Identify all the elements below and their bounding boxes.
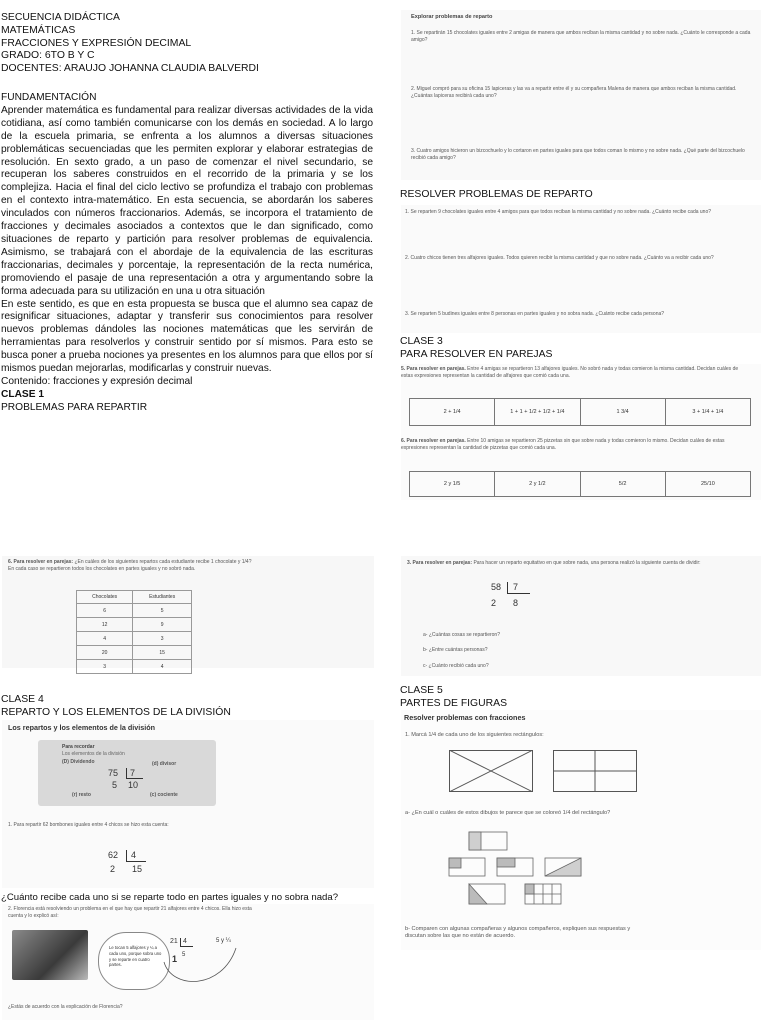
explorar-title: Explorar problemas de reparto [411, 14, 493, 20]
clase4-banner: Los repartos y los elementos de la división [8, 723, 155, 732]
item6-text: Entre 10 amigas se repartieron 25 pizzetas sin que sobre nada y todas comieron lo mismo. Decidan cuáles de estas expresiones representan la cantidad de pizzetas que comió cada una. [401, 438, 725, 451]
label-dividendo: (D) Dividendo [62, 759, 95, 765]
table-cell: 9 [133, 618, 192, 632]
option-cell: 2 y 1/2 [495, 472, 580, 496]
cuenta-divisor: 7 [507, 582, 530, 594]
table-problem-label: 6. Para resolver en parejas: [8, 559, 74, 565]
table-row [77, 604, 192, 618]
table-cell: 15 [133, 646, 192, 660]
table-cell: 12 [77, 618, 133, 632]
table-cell: 6 [77, 604, 133, 618]
florencia-question: ¿Estás de acuerdo con la explicación de Florencia? [8, 1004, 123, 1010]
problem1-quotient: 15 [132, 864, 143, 874]
problem1-dividend: 62 [108, 850, 119, 860]
clase5-title: CLASE 5 [400, 685, 443, 696]
cuenta-label: 3. Para resolver en parejas: [407, 560, 473, 566]
figure-parts-image [401, 710, 761, 950]
reminder-subtitle: Los elementos de la división [62, 751, 125, 757]
item5-text: Entre 4 amigas se repartieron 13 alfajores iguales. No sobró nada y todas comieron la misma cantidad. Decidan cuáles de estas expresiones representan la cantidad de alfajores que comió cada una. [401, 366, 739, 379]
resolver-item: 3. Se reparten 5 budines iguales entre 8 personas en partes iguales y no sobra nada. ¿Cuánto recibe cada persona? [405, 311, 665, 317]
table-row [77, 618, 192, 632]
cuenta-question: a- ¿Cuántas cosas se repartieron? [423, 632, 500, 638]
table-row [77, 646, 192, 660]
clase5-subtitle: PARTES DE FIGURAS [400, 697, 508, 709]
resolver-problems-image [401, 205, 761, 333]
clase5-item-a: a- ¿En cuál o cuáles de estos dibujos te parece que se coloreó 1/4 del rectángulo? [405, 810, 611, 816]
resolver-item: 2. Cuatro chicos tienen tres alfajores iguales. Todos quieren recibir la misma cantidad y que no sobre nada. ¿Cuánto va a recibir cada uno? [405, 255, 714, 261]
rectangle-quarters [553, 750, 637, 792]
table-row [77, 660, 192, 674]
clase3-heading [400, 336, 552, 362]
option-cell: 1 3/4 [581, 399, 666, 425]
header-line: DOCENTES: ARAUJO JOHANNA CLAUDIA BALVERDI [1, 63, 259, 75]
problem1-divisor: 4 [126, 850, 146, 862]
label-divisor: (d) divisor [152, 761, 177, 767]
reminder-rest: 5 [112, 780, 118, 790]
reminder-divisor: 7 [126, 768, 143, 779]
reminder-quotient: 10 [128, 780, 139, 790]
florencia-rest: 1 [172, 954, 178, 964]
reminder-title: Para recordar [62, 744, 95, 750]
chocolates-table [76, 590, 192, 674]
rectangle-diagonals [449, 750, 533, 792]
contenido-line: Contenido: fracciones y expresión decimal [1, 375, 193, 387]
resolver-title: RESOLVER PROBLEMAS DE REPARTO [400, 189, 593, 200]
clase4-problem1: 1. Para repartir 62 bombones iguales entre 4 chicos se hizo esta cuenta: [8, 822, 169, 828]
fundamentacion-paragraph-2: En este sentido, es que en esta propuesta se busca que el alumno sea capaz de resignificar situaciones, adaptar y transferir sus conocimientos para resolver nuevos problemas dándoles las nociones matemáticas que les servirán de herramientas para resolverlos y construir sentido por sí mismos. Para esto se busca poner a prueba nociones ya presentes en los alumnos para que ellos por sí mismos puedan mejorarlas, modificarlas y construir nuevas. [1, 298, 373, 375]
clase4-title: CLASE 4 [1, 694, 44, 705]
clase5-item1: 1. Marcá 1/4 de cada uno de los siguientes rectángulos: [405, 732, 544, 738]
reminder-box [38, 740, 216, 806]
header-line: MATEMÁTICAS [1, 24, 76, 36]
florencia-problem-image [2, 904, 374, 1020]
option-cell: 5/2 [581, 472, 666, 496]
speech-bubble [98, 932, 170, 990]
florencia-problem-text: 2. Florencia está resolviendo un problema en el que hay que repartir 21 alfajores entre 4 chicos. Ella hizo esta cuenta y lo explicó así: [8, 906, 252, 919]
header-line: FRACCIONES Y EXPRESIÓN DECIMAL [1, 37, 192, 49]
document-header [1, 12, 373, 76]
clase3-subtitle: PARA RESOLVER EN PAREJAS [400, 348, 553, 360]
clase1-subtitle: PROBLEMAS PARA REPARTIR [1, 401, 148, 413]
item5-label: 5. Para resolver en parejas. [401, 366, 466, 372]
florencia-quotient: 5 [182, 952, 186, 958]
florencia-dividend: 21 [170, 938, 178, 945]
fundamentacion-paragraph-1: Aprender matemática es fundamental para realizar diversas actividades de la vida cotidiana, así como también comunicarse con los demás en sociedad. A lo largo de la escuela primaria, se enfrenta a los alumnos a diversas situaciones problemáticas secuenciadas que les permiten explorar y elaborar estrategias de resolución. En sexto grado, a un paso de comenzar el nivel secundario, se recuperan los saberes construidos en el recorrido de la primaria y se los complejiza. Hacia el final del ciclo lectivo se profundiza el trabajo con problemas en el contexto intra-matemático. En esta secuencia, se abordarán los saberes vinculados con números fraccionarios. Además, se incorpora el tratamiento de fracciones y decimales asociados a contextos que le dan significado, como situaciones de reparto y partición para resolver problemas de equivalencia. Asimismo, se trabajará con el abordaje de la equivalencia de las escrituras fraccionarias, decimales y porcentaje, la representación de la recta numérica, promoviendo el pasaje de una representación a otra y argumentando sobre la forma adecuada para su utilización en una u otra situación [1, 104, 373, 297]
option-cell: 25/10 [700, 481, 715, 487]
label-resto: (r) resto [72, 792, 91, 798]
item6-label: 6. Para resolver en parejas. [401, 438, 466, 444]
option-cell: 1 + 1 + 1/2 + 1/2 + 1/4 [495, 399, 580, 425]
item5-options [409, 398, 751, 426]
florencia-divisor: 4 [180, 938, 193, 947]
option-cell: 2 + 1/4 [410, 399, 495, 425]
table-cell: 5 [133, 604, 192, 618]
division-account-image [401, 556, 761, 676]
option-cell: 2 y 1/5 [410, 472, 495, 496]
explanation-arrows [162, 942, 242, 992]
header-line: SECUENCIA DIDÁCTICA [1, 12, 120, 23]
clase5-item-b: b- Comparen con algunas compañeras y algunos compañeros, expliquen sus respuestas y discutan sobre las que no están de acuerdo. [405, 926, 631, 939]
table-problem-text: ¿En cuáles de los siguientes repartos cada estudiante recibe 1 chocolate y 1/4? En cada caso se repartieron todos los chocolates en partes iguales y no sobró nada. [8, 559, 252, 572]
table-cell: 3 [133, 632, 192, 646]
problem-table-image [2, 556, 374, 668]
reminder-dividend: 75 [108, 768, 119, 778]
table-header: Chocolates [77, 591, 133, 604]
division-elements-image [2, 720, 374, 888]
explorar-item: 1. Se repartirán 15 chocolates iguales entre 2 amigas de manera que ambos reciban la misma cantidad y no sobre nada. ¿Cuánto le corresponde a cada amigo? [411, 30, 751, 43]
table-cell: 3 [77, 660, 133, 674]
table-cell: 4 [133, 660, 192, 674]
clase4-heading [1, 694, 231, 720]
explorar-item: 2. Miguel compró para su oficina 15 lapiceras y las va a repartir entre él y su compañera Malena de manera que ambos reciban la misma cantidad. ¿Cuántas lapiceras recibirá cada uno? [411, 86, 737, 99]
clase4-question: ¿Cuánto recibe cada uno si se reparte todo en partes iguales y no sobra nada? [1, 892, 339, 903]
clase5-banner: Resolver problemas con fracciones [404, 713, 526, 722]
resolver-item: 1. Se reparten 9 chocolates iguales entre 4 amigos para que todos reciban la misma cantidad y no sobre nada. ¿Cuánto recibe cada uno? [405, 209, 712, 215]
problem1-rest: 2 [110, 864, 116, 874]
speech-text: Le tocan 5 alfajores y ¼ a cada uno, porque sobra uno y se reparte en cuatro partes. [109, 945, 162, 968]
cuenta-text: Para hacer un reparto equitativo en que sobre nada, una persona realizó la siguiente cuenta de dividir: [473, 560, 701, 566]
fundamentacion-title: FUNDAMENTACIÓN [1, 92, 97, 103]
girl-writing-photo [12, 930, 88, 980]
explorar-item: 3. Cuatro amigos hicieron un bizcochuelo y lo cortaron en partes iguales para que todos coman lo mismo y no sobre nada. ¿Qué parte del bizcochuelo recibió cada amigo? [411, 148, 745, 161]
header-line: GRADO: 6TO B Y C [1, 50, 95, 62]
table-cell: 20 [77, 646, 133, 660]
clase3-title: CLASE 3 [400, 336, 443, 347]
table-cell: 4 [77, 632, 133, 646]
cuenta-remainder: 2 [491, 598, 497, 608]
cuenta-question: b- ¿Entre cuántas personas? [423, 647, 488, 653]
shaded-rectangles [447, 830, 647, 926]
fundamentacion-section [1, 92, 373, 415]
cuenta-quotient: 8 [513, 598, 519, 608]
table-header: Estudiantes [133, 591, 192, 604]
clase1-title: CLASE 1 [1, 388, 45, 400]
parejas-problems-image [401, 364, 761, 500]
label-cociente: (c) cociente [150, 792, 178, 798]
cuenta-dividend: 58 [491, 582, 502, 592]
florencia-result: 5 y ¼ [216, 938, 231, 944]
item6-options [409, 471, 751, 497]
clase4-subtitle: REPARTO Y LOS ELEMENTOS DE LA DIVISIÓN [1, 706, 231, 718]
option-cell: 3 + 1/4 + 1/4 [692, 409, 724, 415]
explorar-problems-image [401, 10, 761, 180]
clase5-heading [400, 685, 507, 711]
table-row [77, 632, 192, 646]
cuenta-question: c- ¿Cuánto recibió cada uno? [423, 663, 489, 669]
